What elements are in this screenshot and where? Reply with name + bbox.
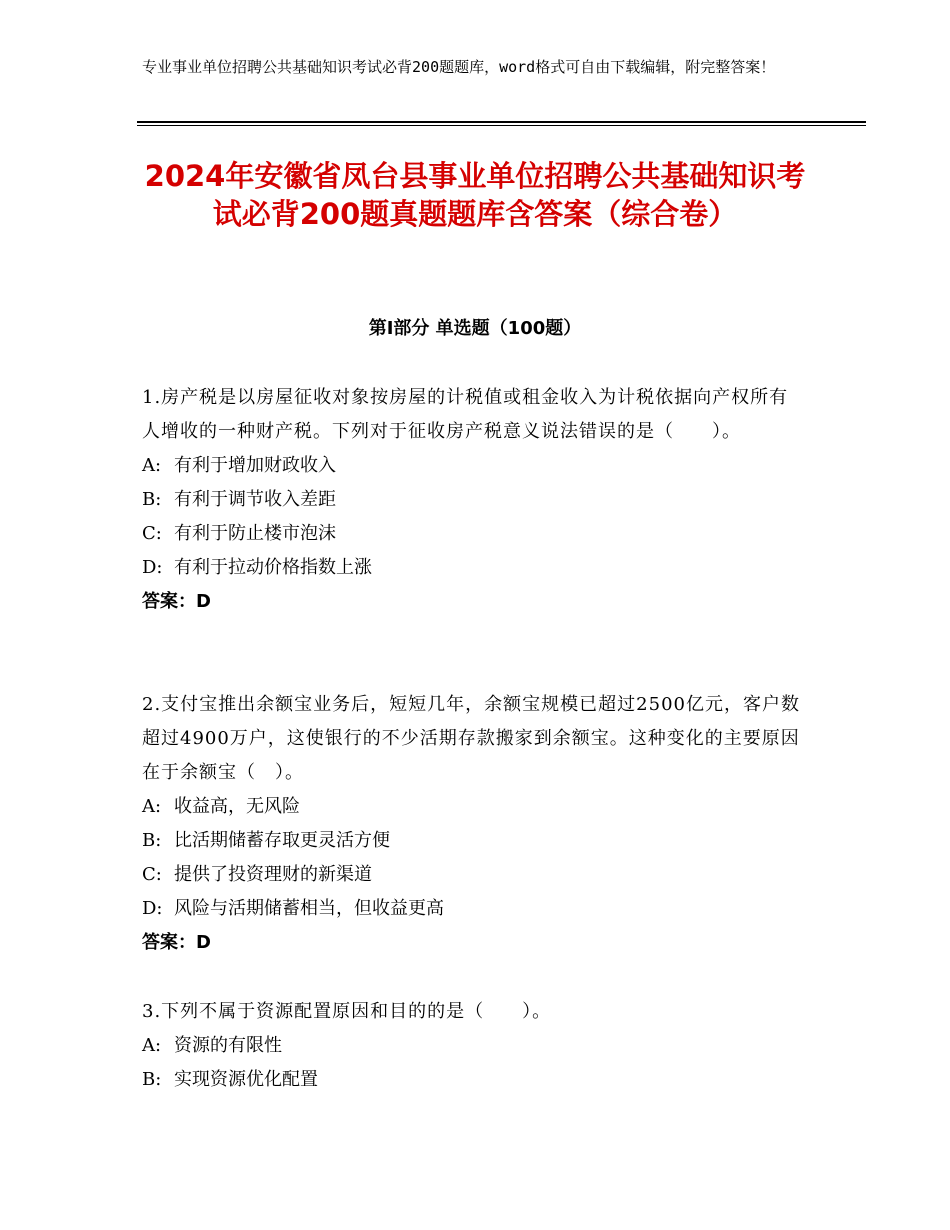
question-stem: 3.下列不属于资源配置原因和目的的是（ ）。 — [142, 1001, 552, 1022]
answer-line: 答案：D — [142, 591, 211, 612]
section-title: 第Ⅰ部分 单选题（100题） — [368, 318, 582, 339]
option-b — [142, 1063, 807, 1097]
option-letter: B: — [142, 489, 162, 510]
answer-line: 答案：D — [142, 932, 211, 953]
option-b — [142, 483, 807, 517]
option-d — [142, 892, 807, 926]
option-text: 有利于调节收入差距 — [174, 489, 336, 510]
question-1 — [142, 381, 807, 619]
option-letter: D: — [142, 898, 163, 919]
option-letter: C: — [142, 864, 162, 885]
question-stem: 2.支付宝推出余额宝业务后，短短几年，余额宝规模已超过2500亿元，客户数超过4900万户，这使银行的不少活期存款搬家到余额宝。这种变化的主要原因在于余额宝（ ）。 — [142, 694, 800, 783]
option-d — [142, 551, 807, 585]
header-rule-thin — [137, 125, 866, 126]
option-text: 有利于拉动价格指数上涨 — [174, 557, 372, 578]
option-letter: A: — [142, 796, 162, 817]
option-letter: B: — [142, 830, 162, 851]
option-text: 收益高，无风险 — [174, 796, 300, 817]
option-letter: B: — [142, 1069, 162, 1090]
option-a — [142, 1029, 807, 1063]
option-letter: A: — [142, 1035, 162, 1056]
document-title: 2024年安徽省凤台县事业单位招聘公共基础知识考试必背200题真题题库含答案（综合卷） — [144, 159, 806, 231]
option-a — [142, 449, 807, 483]
option-b — [142, 824, 807, 858]
option-text: 有利于防止楼市泡沫 — [174, 523, 336, 544]
question-3 — [142, 995, 807, 1097]
question-stem: 1.房产税是以房屋征收对象按房屋的计税值或租金收入为计税依据向产权所有人增收的一种财产税。下列对于征收房产税意义说法错误的是（ ）。 — [142, 387, 789, 442]
option-text: 风险与活期储蓄相当，但收益更高 — [174, 898, 444, 919]
option-text: 资源的有限性 — [174, 1035, 282, 1056]
option-letter: C: — [142, 523, 162, 544]
option-letter: A: — [142, 455, 162, 476]
header-note: 专业事业单位招聘公共基础知识考试必背200题题库，word格式可自由下载编辑，附完整答案！ — [142, 58, 776, 76]
option-text: 比活期储蓄存取更灵活方便 — [174, 830, 390, 851]
header-rule-thick — [137, 121, 866, 123]
option-c — [142, 517, 807, 551]
question-2 — [142, 688, 807, 960]
option-text: 提供了投资理财的新渠道 — [174, 864, 372, 885]
option-c — [142, 858, 807, 892]
option-letter: D: — [142, 557, 163, 578]
option-text: 有利于增加财政收入 — [174, 455, 336, 476]
option-text: 实现资源优化配置 — [174, 1069, 318, 1090]
option-a — [142, 790, 807, 824]
